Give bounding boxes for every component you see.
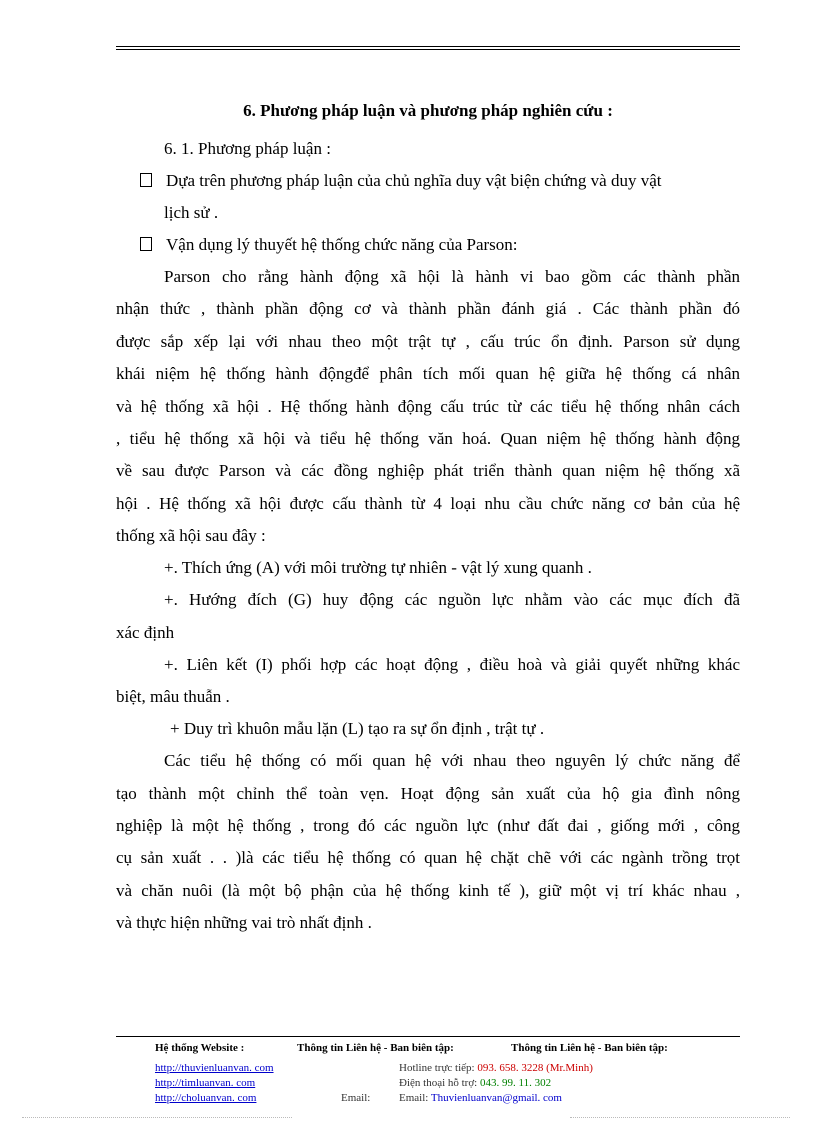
footer-contact-title-2: Thông tin Liên hệ - Ban biên tập: <box>511 1042 668 1054</box>
paragraph-line: và hệ thống xã hội . Hệ thống hành động cấu trúc từ các tiểu hệ thống nhân cách <box>116 397 740 416</box>
footer-websites-title: Hệ thống Website : <box>155 1042 245 1054</box>
paragraph-line: , tiểu hệ thống xã hội và tiểu hệ thống văn hoá. Quan niệm hệ thống hành động <box>116 429 740 448</box>
paragraph-line: thống xã hội sau đây : <box>116 526 266 545</box>
paragraph-line: Các tiểu hệ thống có mối quan hệ với nhau theo nguyên lý chức năng để <box>164 751 740 770</box>
paragraph-line: tạo thành một chỉnh thể toàn vẹn. Hoạt động sản xuất của hộ gia đình nông <box>116 784 740 803</box>
function-item-l: + Duy trì khuôn mẫu lặn (L) tạo ra sự ổn định , trật tự . <box>170 719 545 738</box>
function-item-i: +. Liên kết (I) phối hợp các hoạt động , điều hoà và giải quyết những khác <box>164 655 740 674</box>
subsection-heading: 6. 1. Phương pháp luận : <box>164 139 331 158</box>
hotline-label: Hotline trực tiếp: <box>399 1062 475 1074</box>
footer-link-choluanvan[interactable]: http://choluanvan. com <box>155 1092 257 1104</box>
paragraph-line: hội . Hệ thống xã hội được cấu thành từ 4 loại nhu cầu chức năng cơ bản của hệ <box>116 494 740 513</box>
footer-link-thuvienluanvan[interactable]: http://thuvienluanvan. com <box>155 1062 274 1074</box>
bullet-item <box>140 170 740 192</box>
footer-hotline <box>399 1062 593 1074</box>
bullet-text: Vận dụng lý thuyết hệ thống chức năng của Parson: <box>166 235 518 254</box>
footer-dotted-line <box>570 1117 790 1118</box>
footer-email-label-mid: Email: <box>341 1092 371 1104</box>
paragraph-line: khái niệm hệ thống hành độngđể phân tích mối quan hệ giữa hệ thống cá nhân <box>116 364 740 383</box>
function-item-a: +. Thích ứng (A) với môi trường tự nhiên - vật lý xung quanh . <box>164 558 592 577</box>
function-item-g: +. Hướng đích (G) huy động các nguồn lực nhằm vào các mục đích đã <box>164 590 740 609</box>
paragraph-line: được sắp xếp lại với nhau theo một trật tự , cấu trúc ổn định. Parson sử dụng <box>116 332 740 351</box>
hotline-value: 093. 658. 3228 (Mr.Minh) <box>477 1062 593 1074</box>
paragraph-line: và chăn nuôi (là một bộ phận của hệ thống kinh tế ), giữ một vị trí khác nhau , <box>116 881 740 900</box>
phone-value: 043. 99. 11. 302 <box>479 1077 552 1089</box>
bullet-text: Dựa trên phương pháp luận của chủ nghĩa duy vật biện chứng và duy vật <box>166 171 662 190</box>
footer-link-timluanvan[interactable]: http://timluanvan. com <box>155 1077 256 1089</box>
paragraph-line: và thực hiện những vai trò nhất định . <box>116 913 372 932</box>
header-rule <box>116 46 740 47</box>
paragraph-line: nhận thức , thành phần động cơ và thành phần đánh giá . Các thành phần đó <box>116 299 740 318</box>
email-label: Email: <box>399 1092 429 1104</box>
phone-label: Điện thoại hỗ trợ: <box>399 1077 478 1089</box>
paragraph-line: nghiệp là một hệ thống , trong đó các nguồn lực (như đất đai , giống mới , công <box>116 816 740 835</box>
function-item-g-cont: xác định <box>116 623 175 642</box>
function-item-i-cont: biệt, mâu thuẫn . <box>116 687 230 706</box>
paragraph-line: cụ sản xuất . . )là các tiểu hệ thống có quan hệ chặt chẽ với các ngành trồng trọt <box>116 848 740 867</box>
paragraph-line: về sau được Parson và các đồng nghiệp phát triển thành quan niệm hệ thống xã <box>116 461 740 480</box>
section-heading: 6. Phương pháp luận và phương pháp nghiên cứu : <box>243 101 613 120</box>
bullet-continuation: lịch sử . <box>164 203 219 222</box>
checkbox-bullet-icon <box>140 237 152 251</box>
checkbox-bullet-icon <box>140 173 152 187</box>
footer-contact-title: Thông tin Liên hệ - Ban biên tập: <box>297 1042 454 1054</box>
footer-phone <box>399 1077 551 1089</box>
bullet-item <box>140 234 518 256</box>
footer-rule <box>116 1036 740 1037</box>
email-value[interactable]: Thuvienluanvan@gmail. com <box>430 1092 562 1104</box>
header-rule <box>116 49 740 50</box>
footer-email <box>399 1092 562 1104</box>
paragraph-line: Parson cho rằng hành động xã hội là hành vi bao gồm các thành phần <box>164 267 740 286</box>
footer-dotted-line <box>22 1117 292 1118</box>
